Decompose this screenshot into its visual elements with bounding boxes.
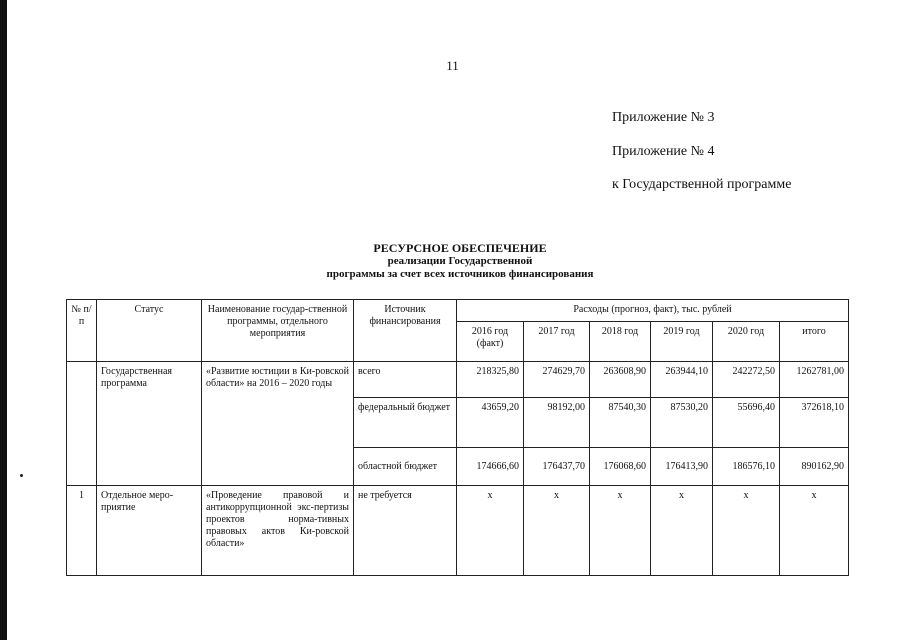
header-num: № п/п — [67, 300, 97, 362]
value-cell: 176413,90 — [651, 448, 713, 486]
header-status: Статус — [97, 300, 202, 362]
scan-edge-bar — [0, 0, 7, 640]
activity-num: 1 — [67, 486, 97, 576]
header-total: итого — [780, 322, 849, 362]
title-line-1: РЕСУРСНОЕ ОБЕСПЕЧЕНИЕ — [373, 241, 547, 255]
value-cell: 372618,10 — [780, 398, 849, 448]
value-cell: 242272,50 — [713, 362, 780, 398]
activity-status: Отдельное меро-приятие — [97, 486, 202, 576]
value-cell: 218325,80 — [457, 362, 524, 398]
appendix-line-3: к Государственной программе — [612, 177, 792, 192]
value-cell: 263944,10 — [651, 362, 713, 398]
value-cell: 176437,70 — [524, 448, 590, 486]
value-cell: 98192,00 — [524, 398, 590, 448]
program-name: «Развитие юстиции в Ки-ровской области» на 2016 – 2020 годы — [202, 362, 354, 486]
source-cell: областной бюджет — [354, 448, 457, 486]
value-cell: x — [524, 486, 590, 576]
value-cell: x — [780, 486, 849, 576]
activity-name: «Проведение правовой и антикоррупционной экс-пертизы проектов норма-тивных правовых актов Ки-ровской области» — [202, 486, 354, 576]
resource-table — [66, 299, 849, 576]
header-year-2017: 2017 год — [524, 322, 590, 362]
value-cell: 43659,20 — [457, 398, 524, 448]
source-cell: всего — [354, 362, 457, 398]
page-number: 11 — [446, 58, 459, 73]
value-cell: 176068,60 — [590, 448, 651, 486]
value-cell: 890162,90 — [780, 448, 849, 486]
value-cell: 1262781,00 — [780, 362, 849, 398]
table-row — [67, 486, 849, 576]
source-cell: федеральный бюджет — [354, 398, 457, 448]
header-year-2016: 2016 год (факт) — [457, 322, 524, 362]
scan-speck — [20, 474, 23, 477]
value-cell: x — [590, 486, 651, 576]
title-line-3: программы за счет всех источников финансирования — [326, 268, 594, 280]
appendix-line-2: Приложение № 4 — [612, 144, 715, 159]
header-year-2018: 2018 год — [590, 322, 651, 362]
table-row — [67, 362, 849, 398]
header-expenses: Расходы (прогноз, факт), тыс. рублей — [457, 300, 849, 322]
value-cell: x — [651, 486, 713, 576]
value-cell: 263608,90 — [590, 362, 651, 398]
document-title — [230, 242, 690, 281]
value-cell: x — [457, 486, 524, 576]
title-line-2: реализации Государственной — [387, 255, 533, 267]
program-num — [67, 362, 97, 486]
value-cell: 55696,40 — [713, 398, 780, 448]
header-source: Источник финансирования — [354, 300, 457, 362]
appendix-line-1: Приложение № 3 — [612, 110, 715, 125]
value-cell: 87540,30 — [590, 398, 651, 448]
program-status: Государственная программа — [97, 362, 202, 486]
header-year-2019: 2019 год — [651, 322, 713, 362]
value-cell: 174666,60 — [457, 448, 524, 486]
value-cell: 274629,70 — [524, 362, 590, 398]
source-cell: не требуется — [354, 486, 457, 576]
value-cell: 186576,10 — [713, 448, 780, 486]
value-cell: 87530,20 — [651, 398, 713, 448]
header-name: Наименование государ-ственной программы, отдельного мероприятия — [202, 300, 354, 362]
value-cell: x — [713, 486, 780, 576]
header-year-2020: 2020 год — [713, 322, 780, 362]
